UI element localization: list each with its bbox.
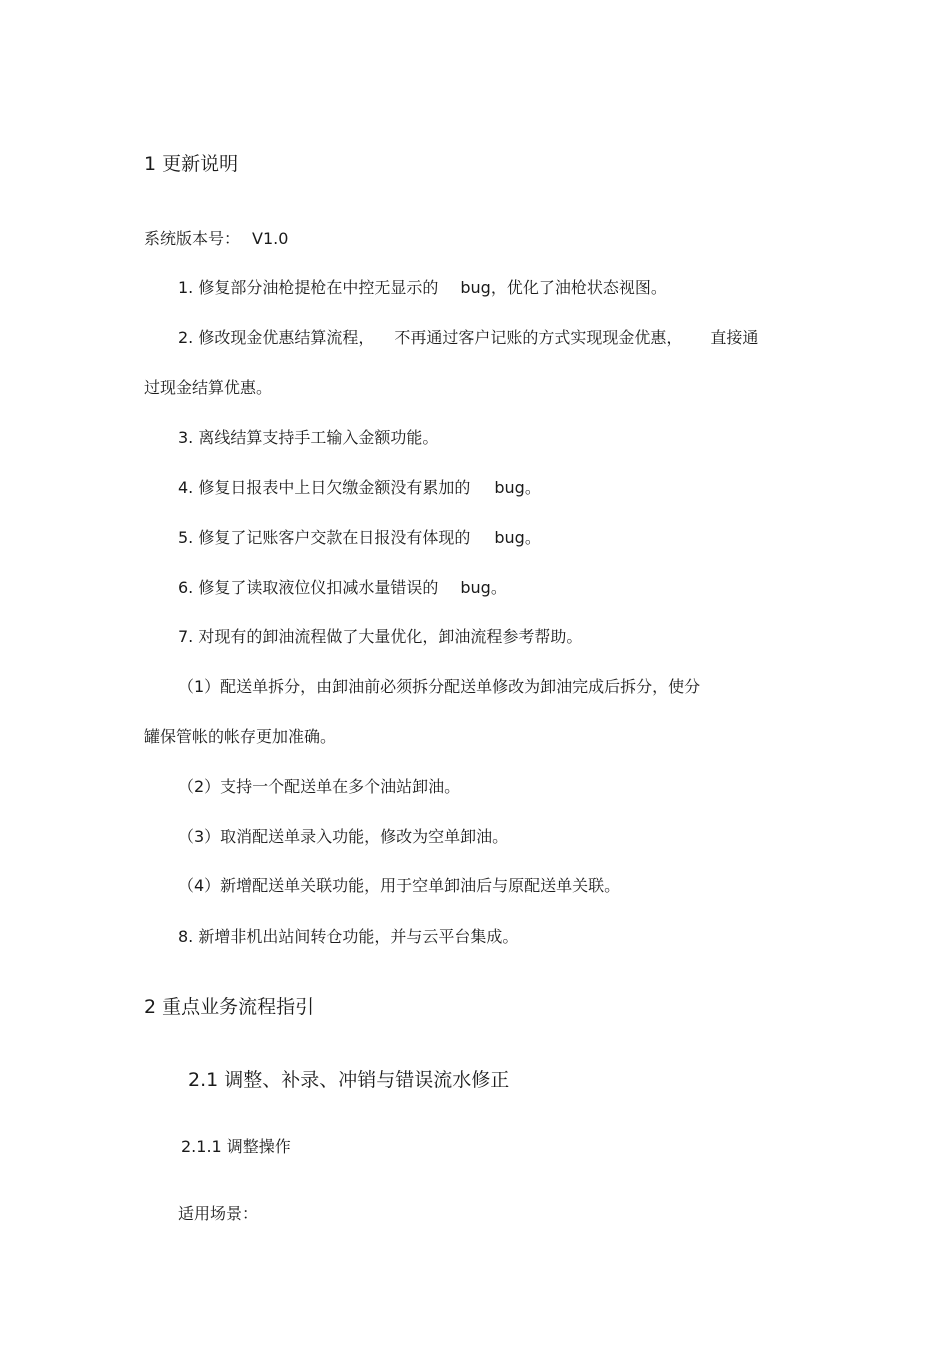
update-item-1-text: 1. 修复部分油枪提枪在中控无显示的: [178, 278, 439, 297]
version-line: [144, 231, 288, 247]
section-heading-flow-guide: 2 重点业务流程指引: [144, 996, 315, 1018]
update-item-1-bug: bug，优化了油枪状态视图。: [460, 278, 667, 297]
scenario-label: 适用场景：: [178, 1204, 259, 1223]
version-label: 系统版本号：: [144, 229, 241, 248]
subsubsection-heading-adjust-operation: 2.1.1 调整操作: [181, 1137, 291, 1156]
update-item-2-text-c: 直接通: [710, 328, 759, 347]
update-item-2-text-b: 不再通过客户记账的方式实现现金优惠，: [394, 328, 683, 347]
update-item-2-continued: 过现金结算优惠。: [144, 378, 273, 397]
update-item-4: [178, 480, 541, 496]
sub-item-1-continued: 罐保管帐的帐存更加准确。: [144, 727, 337, 746]
update-item-1: [178, 280, 667, 296]
update-item-5: [178, 530, 541, 546]
update-item-2-text-a: 2. 修改现金优惠结算流程，: [178, 328, 375, 347]
sub-item-4: （4）新增配送单关联功能，用于空单卸油后与原配送单关联。: [178, 876, 621, 895]
update-item-6-bug: bug。: [460, 578, 507, 597]
update-item-4-text: 4. 修复日报表中上日欠缴金额没有累加的: [178, 478, 471, 497]
update-item-7: 7. 对现有的卸油流程做了大量优化，卸油流程参考帮助。: [178, 627, 583, 646]
sub-item-2: （2）支持一个配送单在多个油站卸油。: [178, 777, 461, 796]
version-value: V1.0: [252, 229, 289, 248]
section-heading-updates: 1 更新说明: [144, 153, 239, 175]
update-item-3: 3. 离线结算支持手工输入金额功能。: [178, 428, 439, 447]
update-item-4-bug: bug。: [494, 478, 541, 497]
update-item-5-text: 5. 修复了记账客户交款在日报没有体现的: [178, 528, 471, 547]
update-item-2: [178, 330, 758, 346]
update-item-6-text: 6. 修复了读取液位仪扣减水量错误的: [178, 578, 439, 597]
update-item-6: [178, 580, 507, 596]
update-item-8: 8. 新增非机出站间转仓功能，并与云平台集成。: [178, 927, 519, 946]
sub-item-1: （1）配送单拆分，由卸油前必须拆分配送单修改为卸油完成后拆分，使分: [178, 677, 701, 696]
sub-item-3: （3）取消配送单录入功能，修改为空单卸油。: [178, 827, 509, 846]
update-item-5-bug: bug。: [494, 528, 541, 547]
subsection-heading-adjust: 2.1 调整、补录、冲销与错误流水修正: [188, 1069, 510, 1091]
